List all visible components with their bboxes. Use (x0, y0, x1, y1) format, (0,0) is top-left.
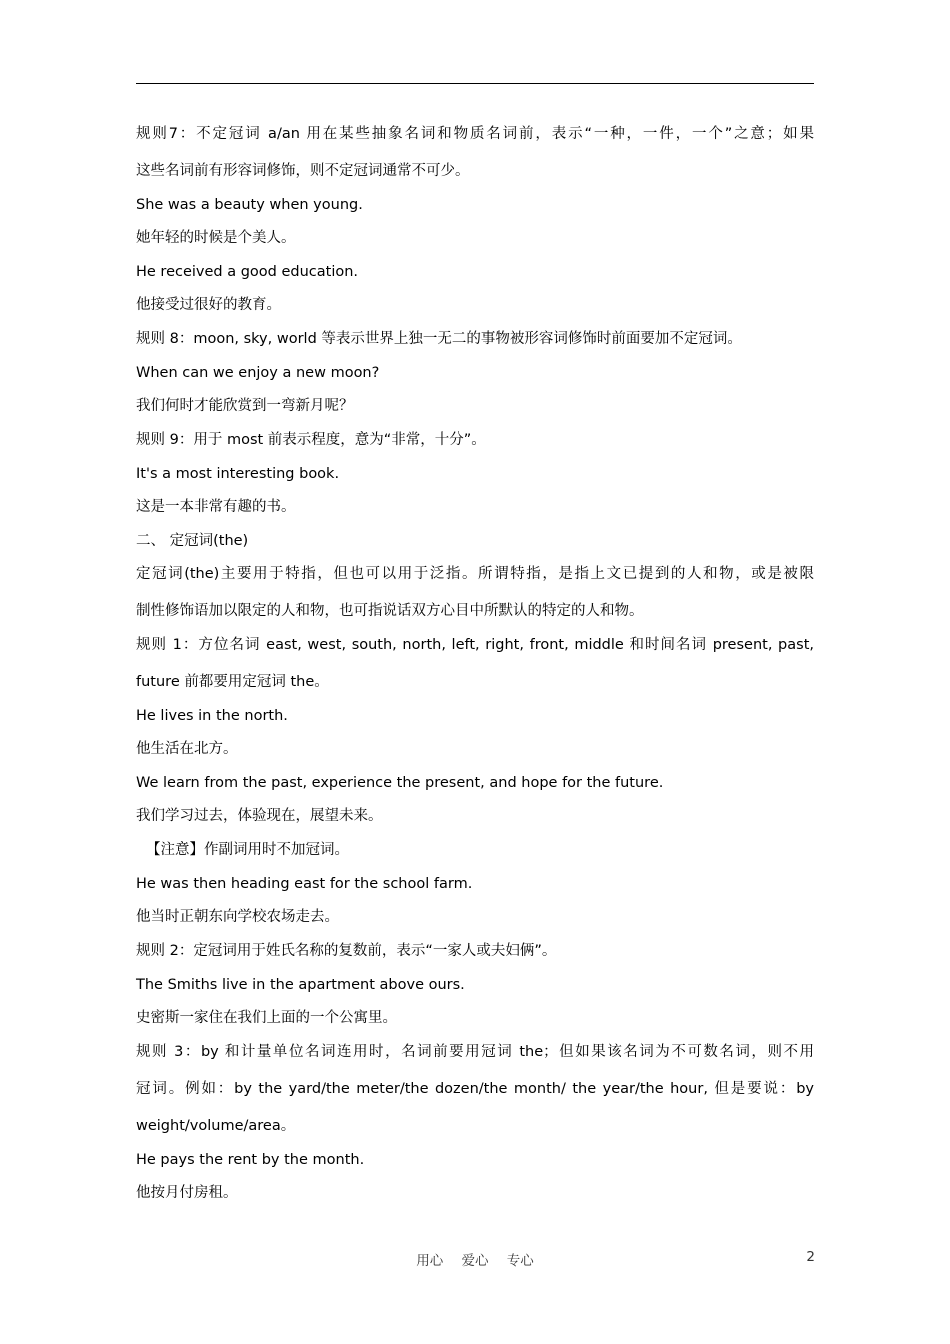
rule-8: 规则 8：moon, sky, world 等表示世界上独一无二的事物被形容词修饰时前面要加不定冠词。 (136, 331, 742, 347)
example-sentence: He was then heading east for the school farm. (136, 876, 473, 892)
example-translation: 她年轻的时候是个美人。 (136, 230, 296, 246)
example-translation: 他当时正朝东向学校农场走去。 (136, 909, 339, 925)
example-sentence: We learn from the past, experience the present, and hope for the future. (136, 775, 664, 791)
example-sentence: She was a beauty when young. (136, 197, 363, 213)
rule-7-line-1: 规则7：不定冠词 a/an 用在某些抽象名词和物质名词前，表示“一种，一件，一个”之意；如果 (136, 126, 814, 142)
rule-9: 规则 9：用于 most 前表示程度，意为“非常，十分”。 (136, 432, 486, 448)
example-sentence: He lives in the north. (136, 708, 288, 724)
example-sentence: He pays the rent by the month. (136, 1152, 365, 1168)
page-footer (0, 1249, 950, 1269)
example-translation: 他接受过很好的教育。 (136, 297, 281, 313)
section-heading: 二、 定冠词(the) (136, 533, 249, 549)
example-translation: 他生活在北方。 (136, 741, 238, 757)
rule-3-line-2: 冠词。例如：by the yard/the meter/the dozen/the month/ the year/the hour, 但是要说：by (136, 1081, 814, 1097)
example-translation: 我们何时才能欣赏到一弯新月呢？ (136, 398, 354, 414)
document-body (136, 124, 814, 1217)
rule-1-line-2: future 前都要用定冠词 the。 (136, 674, 329, 690)
rule-1-line-1: 规则 1：方位名词 east, west, south, north, left, right, front, middle 和时间名词 present, past, (136, 637, 814, 653)
example-sentence: It's a most interesting book. (136, 466, 340, 482)
rule-7-line-2: 这些名词前有形容词修饰，则不定冠词通常不可少。 (136, 163, 470, 179)
rule-3-line-3: weight/volume/area。 (136, 1118, 296, 1134)
definite-article-intro-line-2: 制性修饰语加以限定的人和物，也可指说话双方心目中所默认的特定的人和物。 (136, 603, 644, 619)
example-sentence: When can we enjoy a new moon? (136, 365, 380, 381)
header-rule (136, 83, 814, 84)
example-translation: 这是一本非常有趣的书。 (136, 499, 296, 515)
example-sentence: He received a good education. (136, 264, 359, 280)
example-translation: 我们学习过去，体验现在，展望未来。 (136, 808, 383, 824)
rule-3-line-1: 规则 3：by 和计量单位名词连用时，名词前要用冠词 the；但如果该名词为不可数名词，则不用 (136, 1044, 814, 1060)
page-number: 2 (806, 1249, 815, 1265)
footer-motto: 用心 爱心 专心 (416, 1253, 534, 1269)
note: 【注意】作副词用时不加冠词。 (146, 842, 349, 858)
example-translation: 史密斯一家住在我们上面的一个公寓里。 (136, 1010, 397, 1026)
example-translation: 他按月付房租。 (136, 1185, 238, 1201)
rule-2: 规则 2：定冠词用于姓氏名称的复数前，表示“一家人或夫妇俩”。 (136, 943, 557, 959)
definite-article-intro-line-1: 定冠词(the)主要用于特指，但也可以用于泛指。所谓特指，是指上文已提到的人和物，或是被限 (136, 566, 814, 582)
example-sentence: The Smiths live in the apartment above ours. (136, 977, 465, 993)
